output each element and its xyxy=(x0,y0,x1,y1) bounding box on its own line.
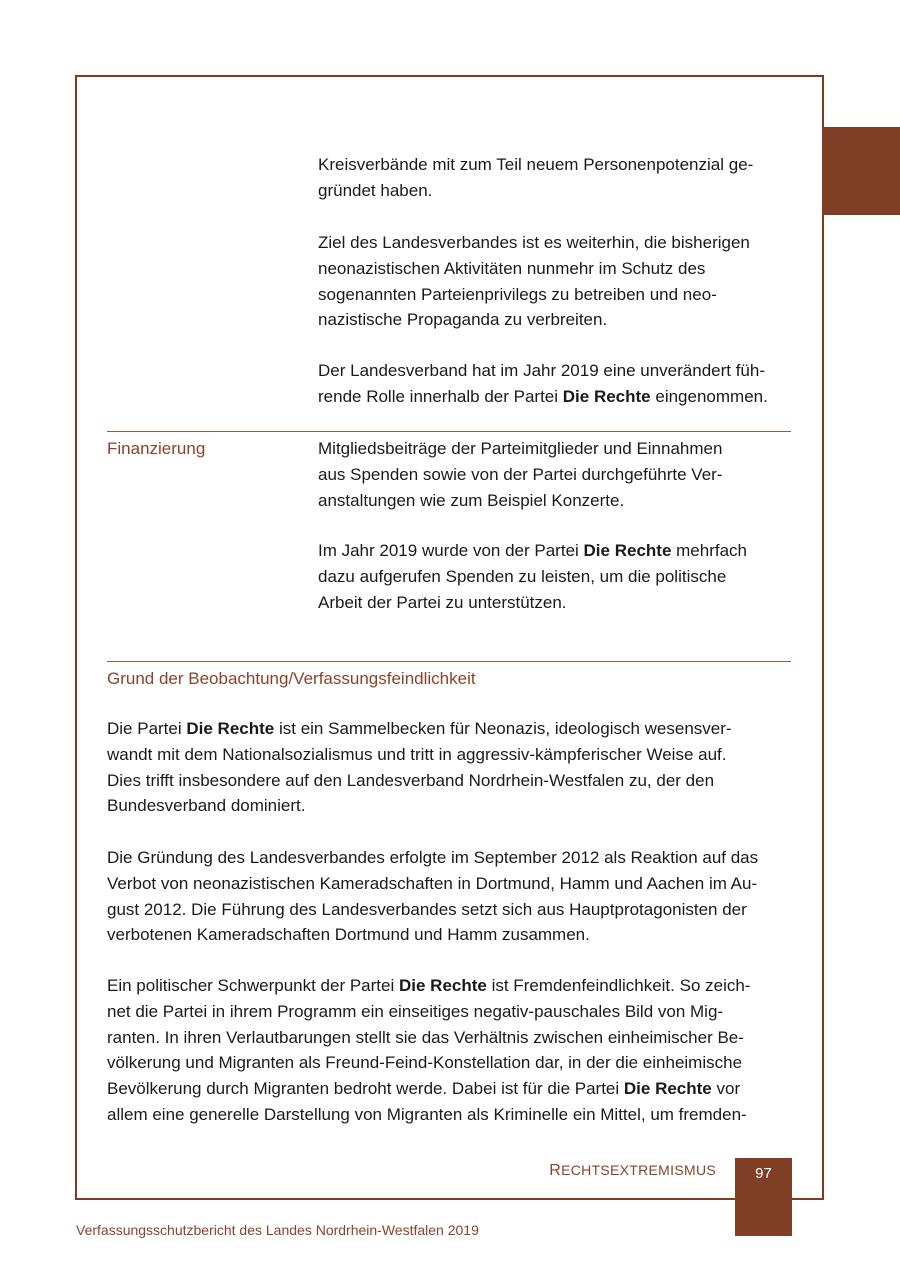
paragraph-text: Der Landesverband hat im Jahr 2019 eine unverändert füh- rende Rolle innerhalb der Partei xyxy=(318,361,766,406)
paragraph-text: ist ein Sammelbecken für Neonazis, ideologisch wesensver- wandt mit dem Nationalsozialismus und tritt in aggressiv-kämpferischer Weise auf. Dies trifft insbesondere auf den Landesverband Nordrhein-Westfalen zu, der den Bundesverband dominiert. xyxy=(107,719,732,816)
paragraph-gruendung xyxy=(107,845,797,948)
paragraph-text: Die Partei xyxy=(107,719,187,738)
party-name: Die Rechte xyxy=(186,719,275,738)
paragraph-text: ist Fremdenfeindlichkeit. So zeich- net die Partei in ihrem Programm ein einseitiges negativ-pauschales Bild von Mig- ranten. In ihren Verlautbarungen stellt sie das Verhältnis zwischen einheimischer Be- völkerung und Migranten als Freund-Feind-Konstellation dar, in der die einheimische Bevölkerung durch Migranten bedroht werde. Dabei ist für die Partei xyxy=(107,976,751,1099)
paragraph-text: mehrfach dazu aufgerufen Spenden zu leisten, um die politische Arbeit der Partei zu unterstützen. xyxy=(318,541,747,612)
paragraph-text: Mitgliedsbeiträge der Parteimitglieder und Einnahmen aus Spenden sowie von der Partei durchgeführte Ver- anstaltungen wie zum Beispiel Konzerte. xyxy=(318,439,723,510)
paragraph-spenden xyxy=(318,538,796,615)
paragraph-kreisverbaende xyxy=(318,152,796,204)
party-name: Die Rechte xyxy=(583,541,672,560)
section-title-rest: ECHTSEXTREMISMUS xyxy=(561,1162,716,1178)
paragraph-text: Kreisverbände mit zum Teil neuem Personenpotenzial ge- gründet haben. xyxy=(318,155,754,200)
section-label-grund: Grund der Beobachtung/Verfassungsfeindlichkeit xyxy=(107,669,476,688)
party-name: Die Rechte xyxy=(398,976,487,995)
paragraph-text: Ziel des Landesverbandes ist es weiterhin, die bisherigen neonazistischen Aktivitäten nunmehr im Schutz des sogenannten Parteienprivilegs zu betreiben und neo- nazistische Propaganda zu verbreiten. xyxy=(318,233,750,330)
section-title-initial: R xyxy=(549,1162,562,1179)
page-number-box xyxy=(735,1158,792,1236)
paragraph-text: vor allem eine generelle Darstellung von Migranten als Kriminelle ein Mittel, um fremden- xyxy=(107,1079,747,1124)
paragraph-text: eingenommen. xyxy=(650,386,768,406)
paragraph-text: Im Jahr 2019 wurde von der Partei xyxy=(318,541,584,560)
paragraph-sammelbecken xyxy=(107,716,797,819)
paragraph-ziel xyxy=(318,230,796,333)
page-number: 97 xyxy=(755,1165,772,1182)
paragraph-text: Die Gründung des Landesverbandes erfolgte im September 2012 als Reaktion auf das Verbot von neonazistischen Kameradschaften in Dortmund, Hamm und Aachen im Au- gust 2012. Die Führung des Landesverbandes setzt sich aus Hauptprotagonisten der verbotenen Kameradschaften Dortmund und Hamm zusammen. xyxy=(107,848,759,945)
party-name: Die Rechte xyxy=(623,1079,712,1099)
footer-section-title xyxy=(549,1162,716,1180)
paragraph-fremdenfeindlichkeit xyxy=(107,973,797,1128)
section-divider xyxy=(107,431,791,432)
section-label-finanzierung: Finanzierung xyxy=(107,439,206,458)
footer-document-title: Verfassungsschutzbericht des Landes Nordrhein-Westfalen 2019 xyxy=(76,1222,479,1238)
paragraph-text: Ein politischer Schwerpunkt der Partei xyxy=(107,976,399,995)
paragraph-rolle xyxy=(318,358,796,410)
chapter-marker-tab xyxy=(823,127,900,215)
paragraph-finanzierung xyxy=(318,436,796,513)
party-name: Die Rechte xyxy=(562,386,651,406)
section-divider xyxy=(107,661,791,662)
